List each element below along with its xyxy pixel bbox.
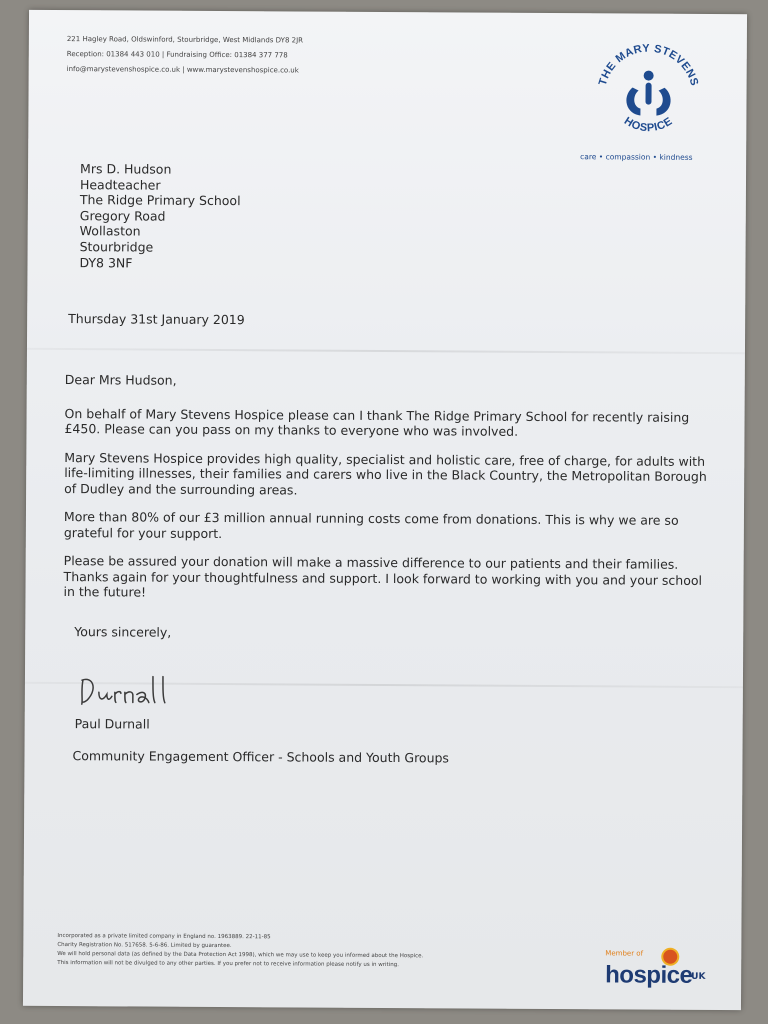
salutation: Dear Mrs Hudson, [64, 372, 177, 388]
badge-member-label: Member of [605, 949, 644, 958]
paragraph: Please be assured your donation will make a massive difference to our patients and their families. Thanks again for your thoughtfulness and support. I look forward to working with you and your school in the future! [63, 553, 703, 600]
logo-tagline: care • compassion • kindness [580, 152, 693, 162]
paper-fold [27, 348, 745, 354]
signer-name: Paul Durnall [74, 716, 150, 732]
svg-text:HOSPICE [622, 115, 675, 134]
badge-wordmark: hospice [605, 961, 693, 989]
hospice-logo [588, 35, 709, 156]
letter-body [63, 372, 709, 616]
recipient-line: The Ridge Primary School [79, 192, 241, 209]
recipient-line: Mrs D. Hudson [80, 161, 172, 177]
letter-date: Thursday 31st January 2019 [68, 311, 245, 328]
signer-role: Community Engagement Officer - Schools and Youth Groups [72, 748, 450, 766]
footer-line: Charity Registration No. 517658. 5-6-86. Limited by guarantee. [57, 942, 232, 950]
footer-line: This information will not be divulged to any other parties. If you prefer not to receive information please notify us in writing. [57, 960, 400, 969]
letterhead-phones: Reception: 01384 443 010 | Fundraising Office: 01384 377 778 [66, 50, 288, 60]
paragraph: More than 80% of our £3 million annual running costs come from donations. This is why we are so grateful for your support. [63, 509, 679, 541]
handwritten-signature [77, 668, 197, 709]
letterhead-web: info@marystevenshospice.co.uk | www.marystevenshospice.co.uk [66, 65, 299, 75]
paragraph: Mary Stevens Hospice provides high quality, specialist and holistic care, free of charge, for adults with life-limiting illnesses, their families and carers who live in the Black Country, the Metropolitan Borough of Dudley and the surrounding areas. [64, 449, 707, 497]
footer-line: Incorporated as a private limited company in England no. 1963889. 22-11-85 [57, 933, 271, 941]
letter-page [23, 10, 747, 1010]
recipient-line: DY8 3NF [79, 254, 133, 271]
legal-footer [57, 932, 423, 970]
hospice-uk-badge [605, 949, 715, 994]
recipient-address [79, 161, 240, 271]
svg-text:THE MARY STEVENS [597, 42, 701, 87]
letterhead-contact [67, 32, 303, 78]
footer-line: We will hold personal data (as defined by the Data Protection Act 1998), which we may use to keep you informed about the Hospice. [57, 951, 424, 960]
closing: Yours sincerely, [74, 624, 172, 640]
paragraph: On behalf of Mary Stevens Hospice please can I thank The Ridge Primary School for recently raising £450. Please can you pass on my thanks to everyone who was involved. [64, 405, 690, 439]
badge-uk-label: UK [691, 971, 706, 982]
recipient-line: Stourbridge [79, 239, 154, 255]
recipient-line: Headteacher [79, 176, 161, 193]
recipient-line: Gregory Road [79, 207, 166, 224]
logo-arc-top: THE MARY STEVENS [596, 42, 701, 88]
recipient-line: Wollaston [79, 223, 141, 239]
logo-figure-icon [626, 70, 670, 115]
logo-arc-bottom: HOSPICE [621, 115, 675, 135]
letterhead-address: 221 Hagley Road, Oldswinford, Stourbridge, West Midlands DY8 2JR [66, 35, 304, 45]
